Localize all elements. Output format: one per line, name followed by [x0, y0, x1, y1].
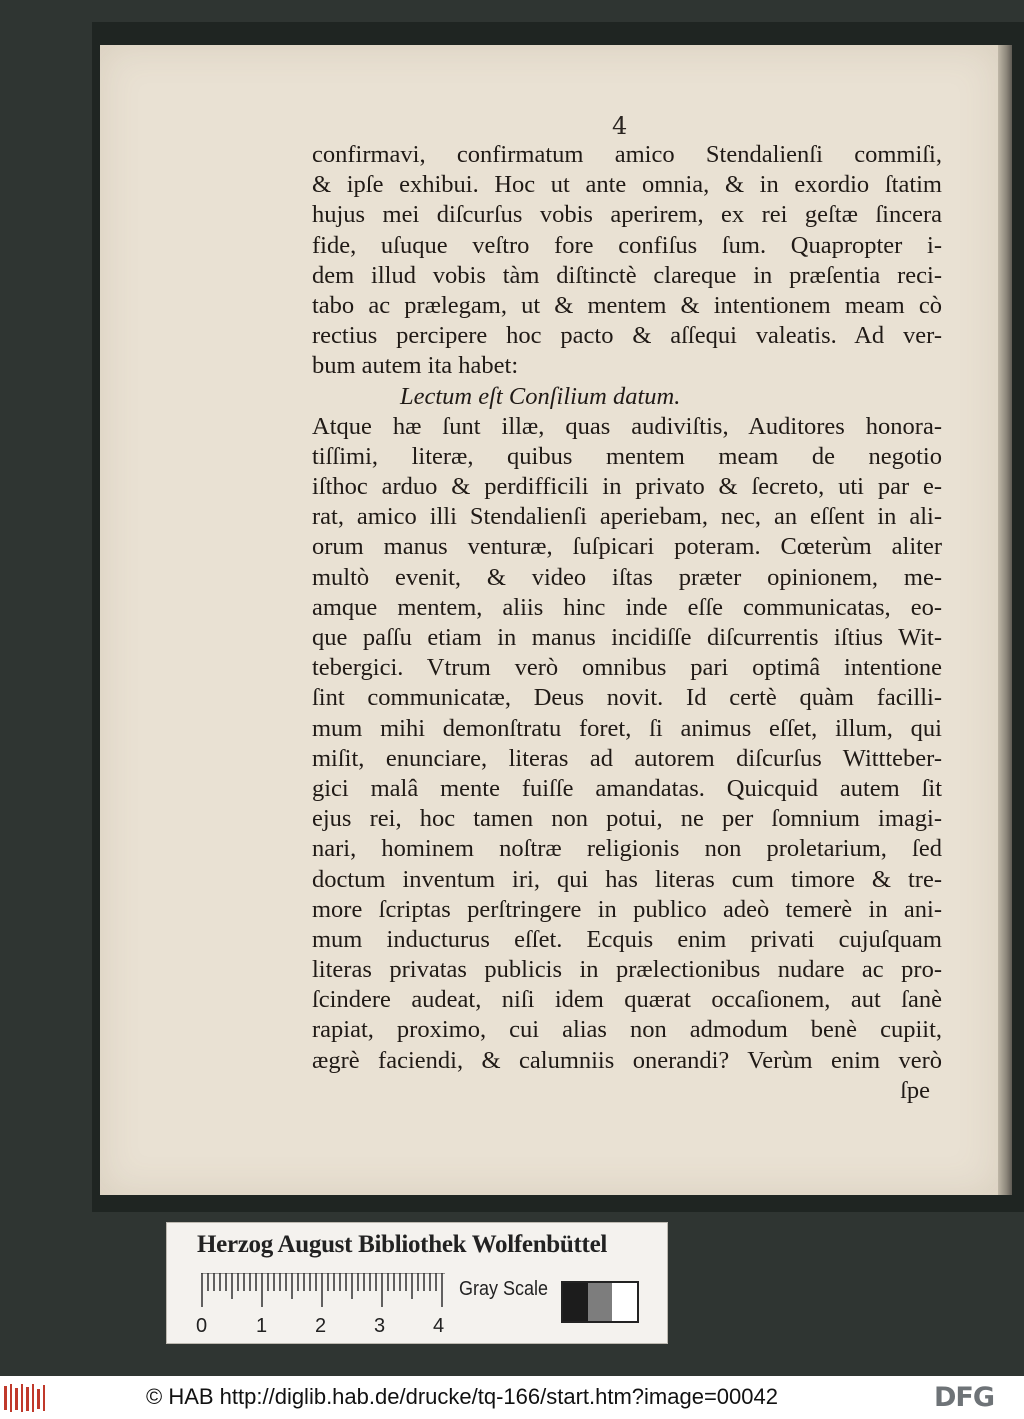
library-color-card	[166, 1222, 668, 1344]
section-heading: Lectum eſt Conſilium datum.	[400, 382, 681, 410]
text-line: ægrè faciendi, & calumniis onerandi? Verùm enim verò	[312, 1046, 942, 1074]
text-line: confirmavi, confirmatum amico Stendalienſi commiſi,	[312, 141, 942, 168]
hab-barcode-logo-icon	[4, 1384, 46, 1412]
text-line: amque mentem, aliis hinc inde eſſe communicatas, eo-	[312, 593, 942, 621]
text-line: tebergici. Vtrum verò omnibus pari optimâ intentione	[312, 654, 942, 682]
text-line: rat, amico illi Stendalienſi aperiebam, nec, an eſſent in ali-	[312, 503, 942, 531]
text-line: orum manus venturæ, ſuſpicari poteram. Cœterùm aliter	[312, 533, 942, 561]
text-line: fide, uſuque veſtro fore confiſus ſum. Quapropter i-	[312, 231, 942, 259]
text-line: dem illud vobis tàm diſtinctè clareque in præſentia reci-	[312, 261, 942, 289]
ruler-number: 2	[315, 1315, 327, 1337]
text-line: tabo ac prælegam, ut & mentem & intentionem meam cò	[312, 291, 942, 319]
text-line: more ſcriptas perſtringere in publico adeò temerè in ani-	[312, 895, 942, 923]
gray-swatch-mid	[588, 1283, 613, 1321]
viewer-footer	[0, 1376, 1024, 1419]
gray-swatch-light	[612, 1283, 637, 1321]
text-line: miſit, enunciare, literas ad autorem diſcurſus Wittteber-	[312, 744, 942, 772]
ruler-number: 1	[256, 1315, 268, 1337]
text-line: doctum inventum iri, qui has literas cum timore & tre-	[312, 865, 942, 893]
text-line: tiſſimi, literæ, quibus mentem meam de negotio	[312, 442, 942, 470]
text-line: mum mihi demonſtratu foret, ſi animus eſſet, illum, qui	[312, 714, 942, 742]
page-number: 4	[612, 112, 628, 140]
page-edge	[998, 45, 1012, 1195]
text-line: iſthoc arduo & perdifficili in privato & ſecreto, uti par e-	[312, 473, 942, 501]
text-line: Atque hæ ſunt illæ, quas audiviſtis, Auditores honora-	[312, 412, 942, 440]
text-line: rectius percipere hoc pacto & aſſequi valeatis. Ad ver-	[312, 322, 942, 350]
text-line: & ipſe exhibui. Hoc ut ante omnia, & in exordio ſtatim	[312, 171, 942, 199]
text-line: bum autem ita habet:	[312, 352, 519, 380]
text-line: hujus mei diſcurſus vobis aperirem, ex rei geſtæ ſincera	[312, 201, 942, 229]
ruler-number: 4	[433, 1315, 445, 1337]
text-line: ſcindere audeat, niſi idem quærat occaſionem, aut ſanè	[312, 986, 942, 1014]
text-line: nari, hominem noſtræ religionis non proletarium, ſed	[312, 835, 942, 863]
permalink-text[interactable]: © HAB http://diglib.hab.de/drucke/tq-166/start.htm?image=00042	[146, 1384, 778, 1409]
gray-scale-swatches	[561, 1281, 639, 1323]
catchword: ſpe	[900, 1076, 930, 1104]
library-name: Herzog August Bibliothek Wolfenbüttel	[197, 1231, 608, 1258]
gray-swatch-dark	[563, 1283, 588, 1321]
ruler	[201, 1273, 445, 1309]
text-line: multò evenit, & video iſtas præter opinionem, me-	[312, 563, 942, 591]
text-line: que paſſu etiam in manus incidiſſe diſcurrentis iſtius Wit-	[312, 624, 942, 651]
text-line: ſint communicatæ, Deus novit. Id certè quàm facilli-	[312, 684, 942, 712]
text-line: literas privatas publicis in prælectionibus nudare ac pro-	[312, 956, 942, 984]
ruler-number: 3	[374, 1315, 386, 1337]
text-line: rapiat, proximo, cui alias non admodum benè cupiit,	[312, 1016, 942, 1044]
gray-scale-label: Gray Scale	[459, 1278, 549, 1300]
text-line: ejus rei, hoc tamen non potui, ne per ſomnium imagi-	[312, 805, 942, 833]
page-text	[312, 140, 942, 1106]
text-line: mum inducturus eſſet. Ecquis enim privati cujuſquam	[312, 925, 942, 953]
ruler-number: 0	[196, 1315, 208, 1337]
text-line: gici malâ mente fuiſſe amandatas. Quicquid autem ſit	[312, 774, 942, 802]
dfg-logo: DFG	[934, 1382, 995, 1413]
